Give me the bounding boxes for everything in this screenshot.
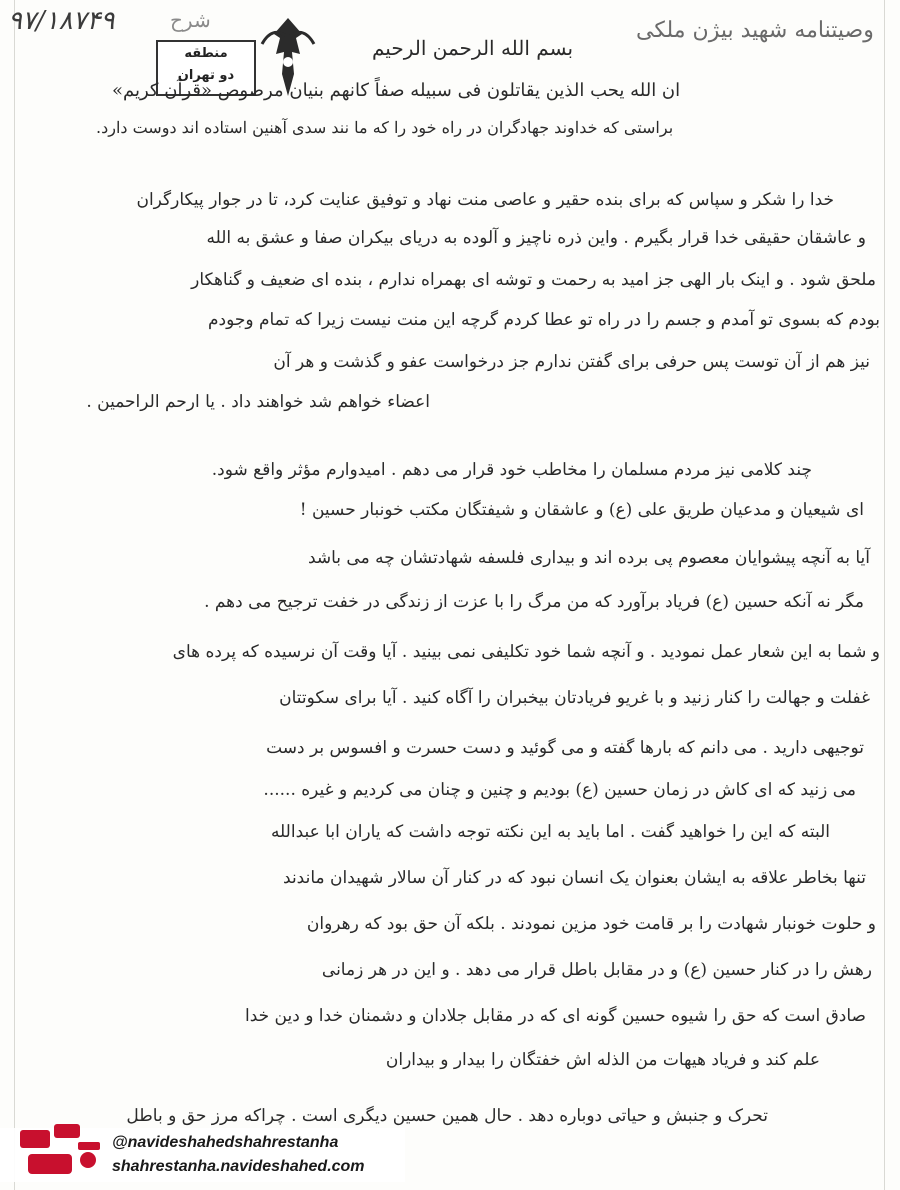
body-line: نیز هم از آن توست پس حرفی برای گفتن ندارم جز درخواست عفو و گذشت و هر آن <box>273 352 870 372</box>
watermark-site: shahrestanha.navideshahed.com <box>112 1158 365 1175</box>
watermark-handle: @navideshahedshahrestanha <box>112 1134 339 1151</box>
body-line: اعضاء خواهم شد خواهند داد . یا ارحم الراحمین . <box>86 392 430 412</box>
body-line: خدا را شکر و سپاس که برای بنده حقیر و عاصی منت نهاد و توفیق عنایت کرد، تا در جوار پیکارگران <box>136 190 834 210</box>
body-line: البته که این را خواهید گفت . اما باید به این نکته توجه داشت که یاران ابا عبدالله <box>270 822 830 842</box>
quran-verse: ان الله یحب الذین یقاتلون فی سبیله صفاً کانهم بنیان مرصوص «قرآن کریم» <box>112 80 681 101</box>
right-margin-rule <box>884 0 885 1190</box>
body-line: رهش را در کنار حسین (ع) و در مقابل باطل قرار می دهد . و این در هر زمانی <box>321 960 872 980</box>
body-line: می زنید که ای کاش در زمان حسین (ع) بودیم و چنین و چنان می کردیم و غیره ...... <box>263 780 856 800</box>
navideshahed-logo-icon <box>18 1120 108 1182</box>
body-line: تحرک و جنبش و حیاتی دوباره دهد . حال همین حسین دیگری است . چراکه مرز حق و باطل <box>126 1106 768 1126</box>
body-line: و عاشقان حقیقی خدا قرار بگیرم . واین ذره ناچیز و آلوده به دریای بیکران صفا و عشق به الله <box>206 228 866 248</box>
body-line: مگر نه آنکه حسین (ع) فریاد برآورد که من مرگ را با عزت از زندگی در خفت ترجیح می دهم . <box>204 592 864 612</box>
body-line: ملحق شود . و اینک بار الهی جز امید به رحمت و توشه ای بهمراه ندارم ، بنده ای ضعیف و گناهکار <box>191 270 876 290</box>
document-code: ۹۷/۱۸۷۴۹ <box>8 6 115 36</box>
body-line: چند کلامی نیز مردم مسلمان را مخاطب خود قرار می دهم . امیدوارم مؤثر واقع شود. <box>211 460 812 480</box>
body-line: و حلوت خونبار شهادت را بر قامت خود مزین نمودند . بلکه آن حق بود که رهروان <box>306 914 876 934</box>
body-line: بودم که بسوی تو آمدم و جسم را در راه تو عطا کردم گرچه این منت نیست زیرا که تمام وجودم <box>207 310 880 330</box>
bismillah: بسم الله الرحمن الرحیم <box>372 36 574 60</box>
sharh-note: شرح <box>170 8 211 32</box>
body-line: ای شیعیان و مدعیان طریق علی (ع) و عاشقان و شیفتگان مکتب خونبار حسین ! <box>299 500 864 520</box>
body-line: علم کند و فریاد هیهات من الذله اش خفتگان را بیدار و بیداران <box>385 1050 820 1070</box>
left-margin-rule <box>14 0 15 1190</box>
body-line: و شما به این شعار عمل نمودید . و آنچه شما خود تکلیفی نمی بینید . آیا وقت آن نرسیده که پرده های <box>172 642 880 662</box>
body-line: غفلت و جهالت را کنار زنید و با غریو فریادتان بیخبران را آگاه کنید . آیا برای سکوتتان <box>279 688 870 708</box>
quran-translation: براستی که خداوند جهادگران در راه خود را که ما نند سدی آهنین استاده اند دوست دارد. <box>96 118 674 137</box>
body-line: صادق است که حق را شیوه حسین گونه ای که در مقابل جلادان و دشمنان خدا و دین خدا <box>244 1006 866 1026</box>
stamp-line-1: منطقه <box>184 46 228 61</box>
body-line: آیا به آنچه پیشوایان معصوم پی برده اند و بیداری فلسفه شهادتشان چه می باشد <box>307 548 870 568</box>
body-line: تنها بخاطر علاقه به ایشان بعنوان یک انسان نبود که در کنار آن سالار شهیدان ماندند <box>283 868 866 888</box>
will-title: وصیتنامه شهید بیژن ملکی <box>636 18 874 43</box>
stamp-line-2: دو تهران <box>177 68 235 83</box>
body-line: توجیهی دارید . می دانم که بارها گفته و می گوئید و دست حسرت و افسوس بر دست <box>266 738 864 758</box>
